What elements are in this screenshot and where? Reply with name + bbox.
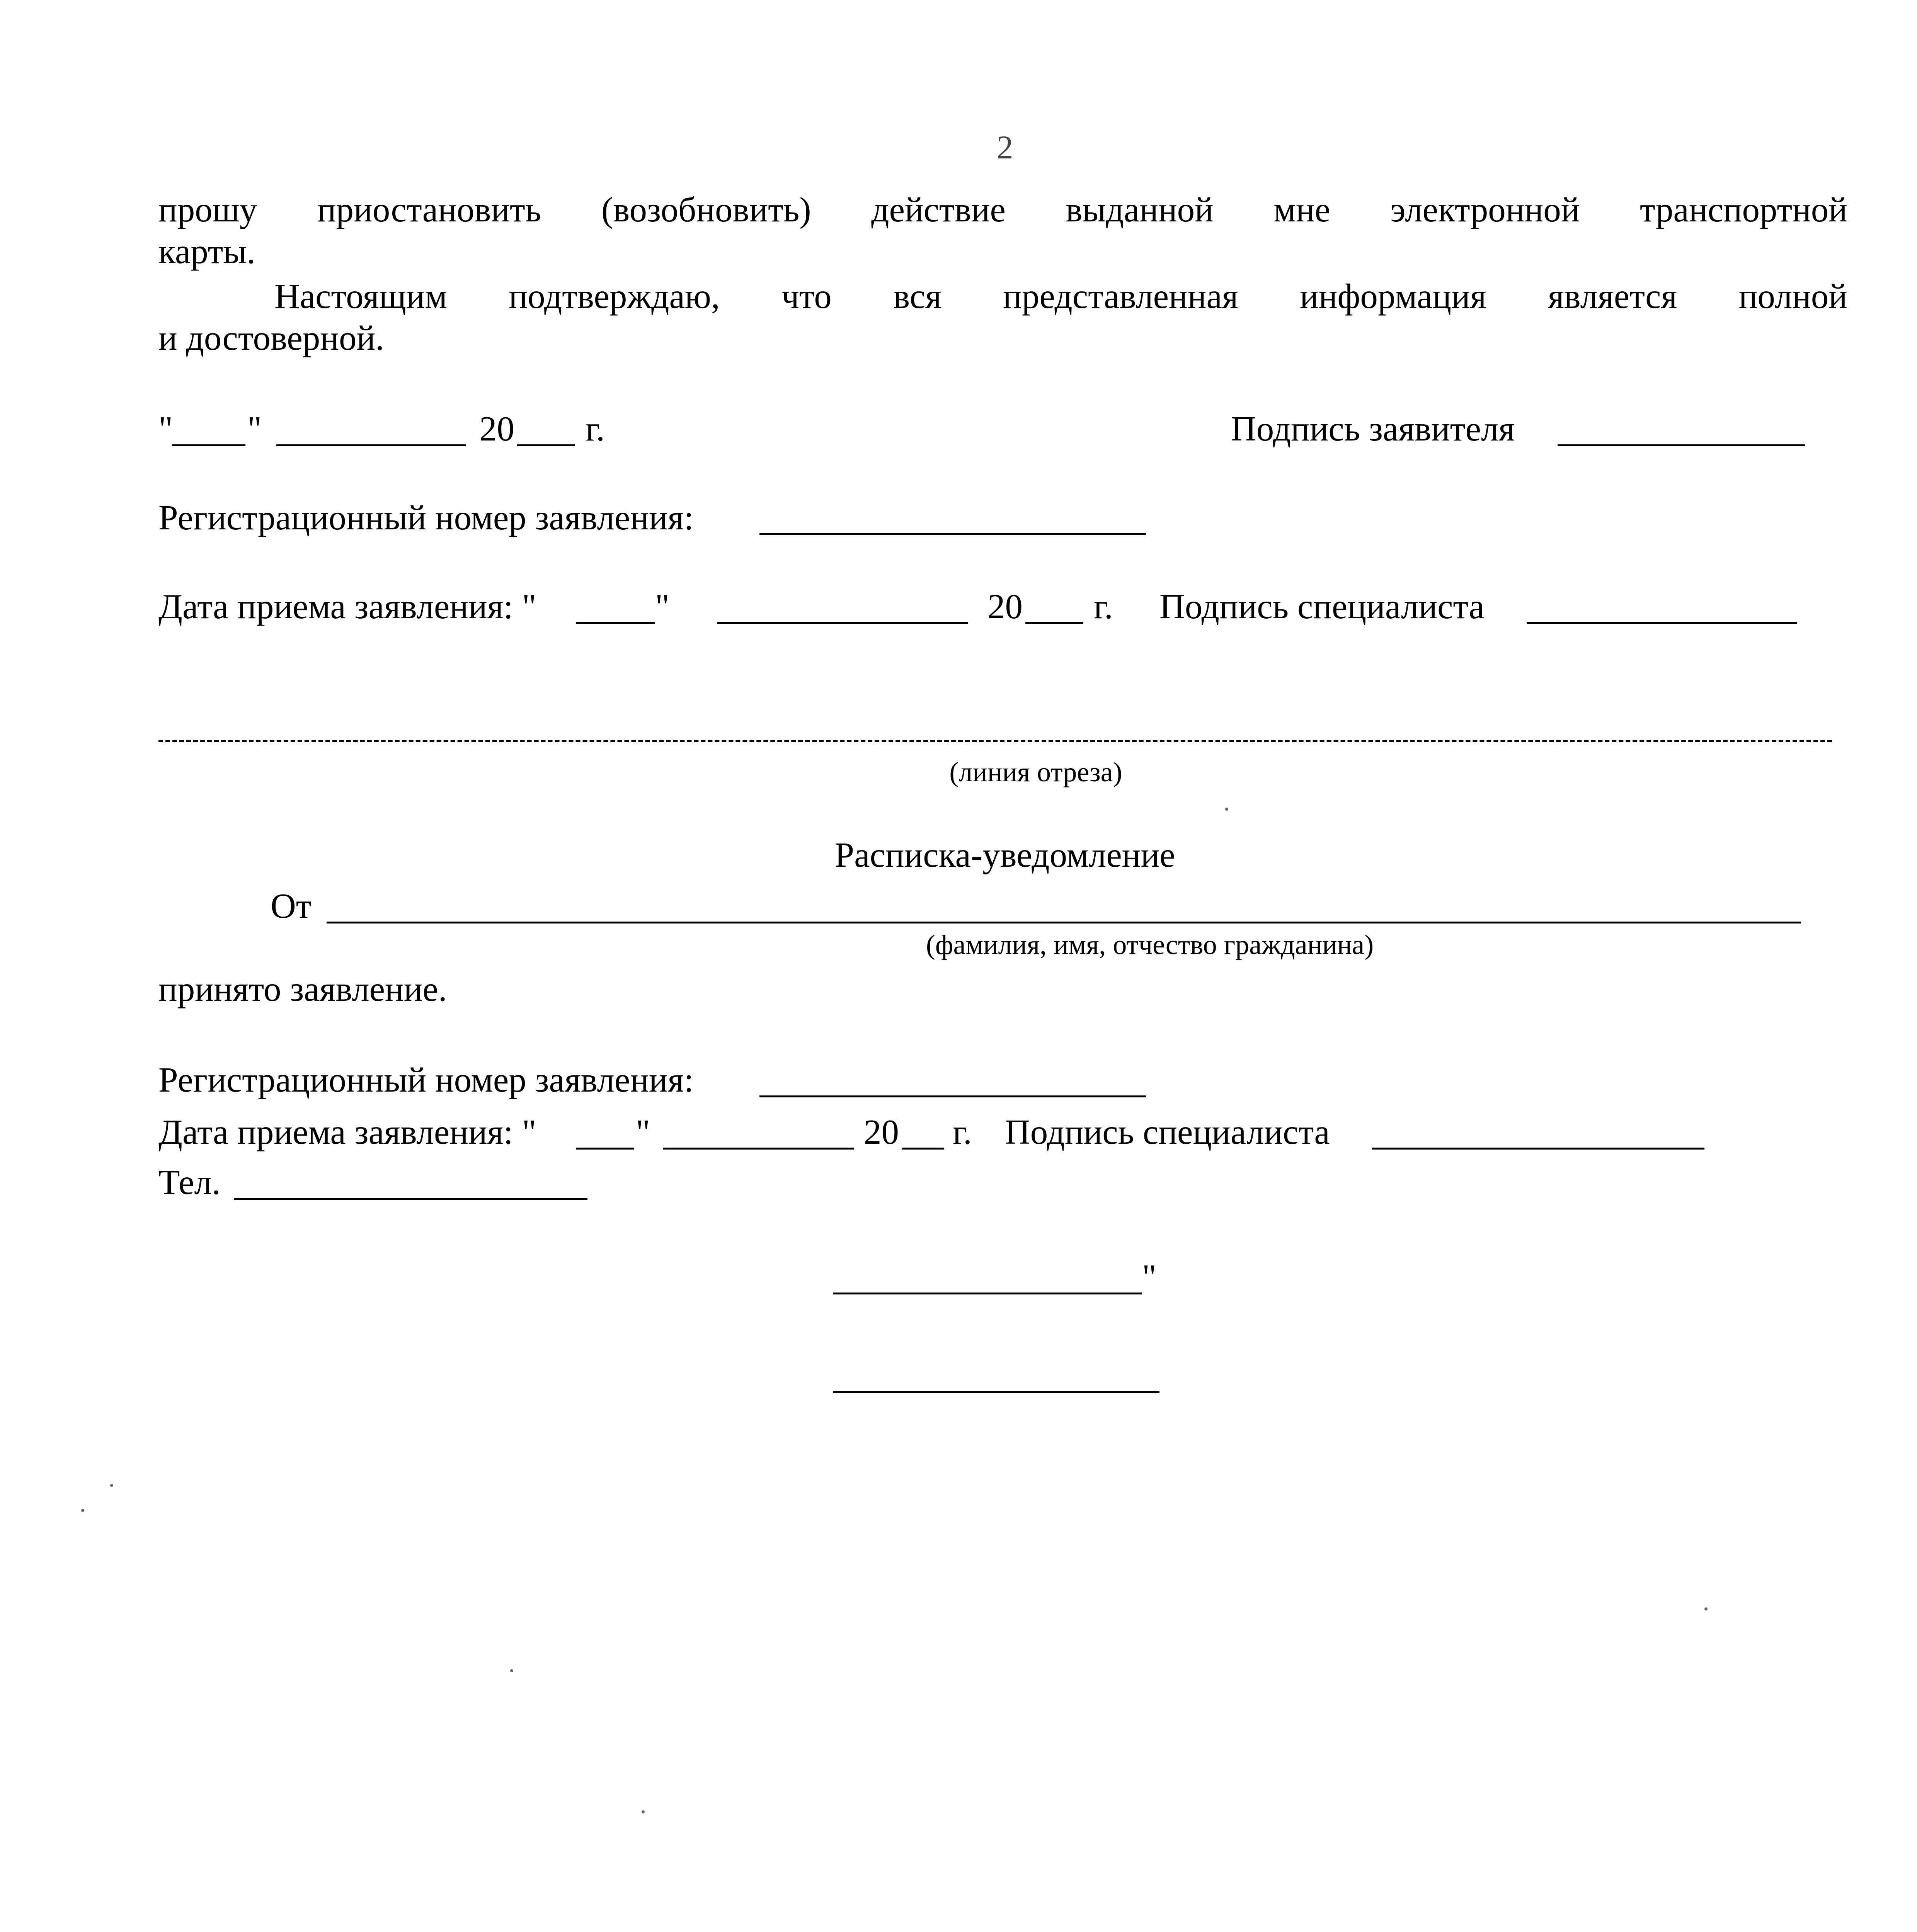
receipt-phone-label: Тел.: [158, 1163, 221, 1202]
cut-line: [158, 740, 1832, 742]
applicant-year-field[interactable]: [517, 444, 575, 446]
receipt-from-label: От: [271, 886, 312, 925]
registration-date-close-quote: ": [655, 587, 670, 626]
footer-line-1: [833, 1293, 1142, 1294]
applicant-date-open-quote: ": [158, 409, 173, 448]
footer-closing-quote: ": [1142, 1257, 1157, 1296]
request-line-1: прошу приостановить (возобновить) действие выданной мне электронной транспортной: [158, 190, 1847, 229]
applicant-date-close-quote: ": [247, 409, 262, 448]
registration-day-field[interactable]: [576, 622, 655, 624]
footer-line-2: [833, 1391, 1159, 1393]
confirm-line-2: и достоверной.: [158, 318, 384, 357]
scan-speck: [510, 1669, 513, 1672]
receipt-date-close-quote: ": [636, 1112, 650, 1151]
cut-line-caption: (линия отреза): [949, 757, 1122, 787]
scan-speck: [110, 1484, 113, 1487]
registration-date-label: Дата приема заявления: ": [158, 587, 536, 626]
receipt-number-label: Регистрационный номер заявления:: [158, 1060, 694, 1099]
receipt-year-prefix: 20: [864, 1112, 899, 1151]
confirm-line-1: [158, 275, 1847, 317]
registration-number-field[interactable]: [759, 533, 1146, 535]
scan-speck: [1704, 1607, 1708, 1611]
registration-year-prefix: 20: [987, 587, 1023, 626]
receipt-title: Расписка-уведомление: [834, 835, 1175, 874]
registration-signature-label: Подпись специалиста: [1159, 587, 1485, 626]
receipt-year-suffix: г.: [953, 1112, 972, 1151]
scan-speck: [642, 1810, 645, 1813]
applicant-day-field[interactable]: [172, 444, 245, 446]
request-line-2: карты.: [158, 232, 256, 271]
applicant-year-prefix: 20: [479, 409, 514, 448]
registration-year-field[interactable]: [1025, 622, 1083, 624]
receipt-month-field[interactable]: [663, 1148, 854, 1150]
scan-speck: [1225, 808, 1228, 811]
receipt-signature-field[interactable]: [1372, 1148, 1704, 1150]
applicant-year-suffix: г.: [586, 409, 605, 448]
scan-speck: [81, 1509, 84, 1512]
applicant-month-field[interactable]: [276, 444, 466, 446]
receipt-phone-field[interactable]: [234, 1198, 587, 1200]
applicant-signature-field[interactable]: [1558, 444, 1805, 446]
receipt-number-field[interactable]: [759, 1095, 1146, 1097]
registration-signature-field[interactable]: [1527, 622, 1797, 624]
page-number: 2: [996, 129, 1013, 166]
receipt-signature-label: Подпись специалиста: [1005, 1112, 1330, 1151]
registration-year-suffix: г.: [1094, 587, 1113, 626]
receipt-accepted-text: принято заявление.: [158, 969, 447, 1009]
registration-month-field[interactable]: [717, 622, 968, 624]
registration-number-label: Регистрационный номер заявления:: [158, 498, 694, 537]
receipt-date-label: Дата приема заявления: ": [158, 1112, 536, 1151]
confirm-text-1: Настоящим подтверждаю, что вся представленная информация является полной: [274, 277, 1847, 316]
receipt-from-field[interactable]: [327, 922, 1801, 923]
receipt-year-field[interactable]: [902, 1148, 944, 1150]
applicant-signature-label: Подпись заявителя: [1231, 409, 1515, 448]
receipt-from-caption: (фамилия, имя, отчество гражданина): [926, 929, 1374, 960]
receipt-day-field[interactable]: [576, 1148, 634, 1150]
